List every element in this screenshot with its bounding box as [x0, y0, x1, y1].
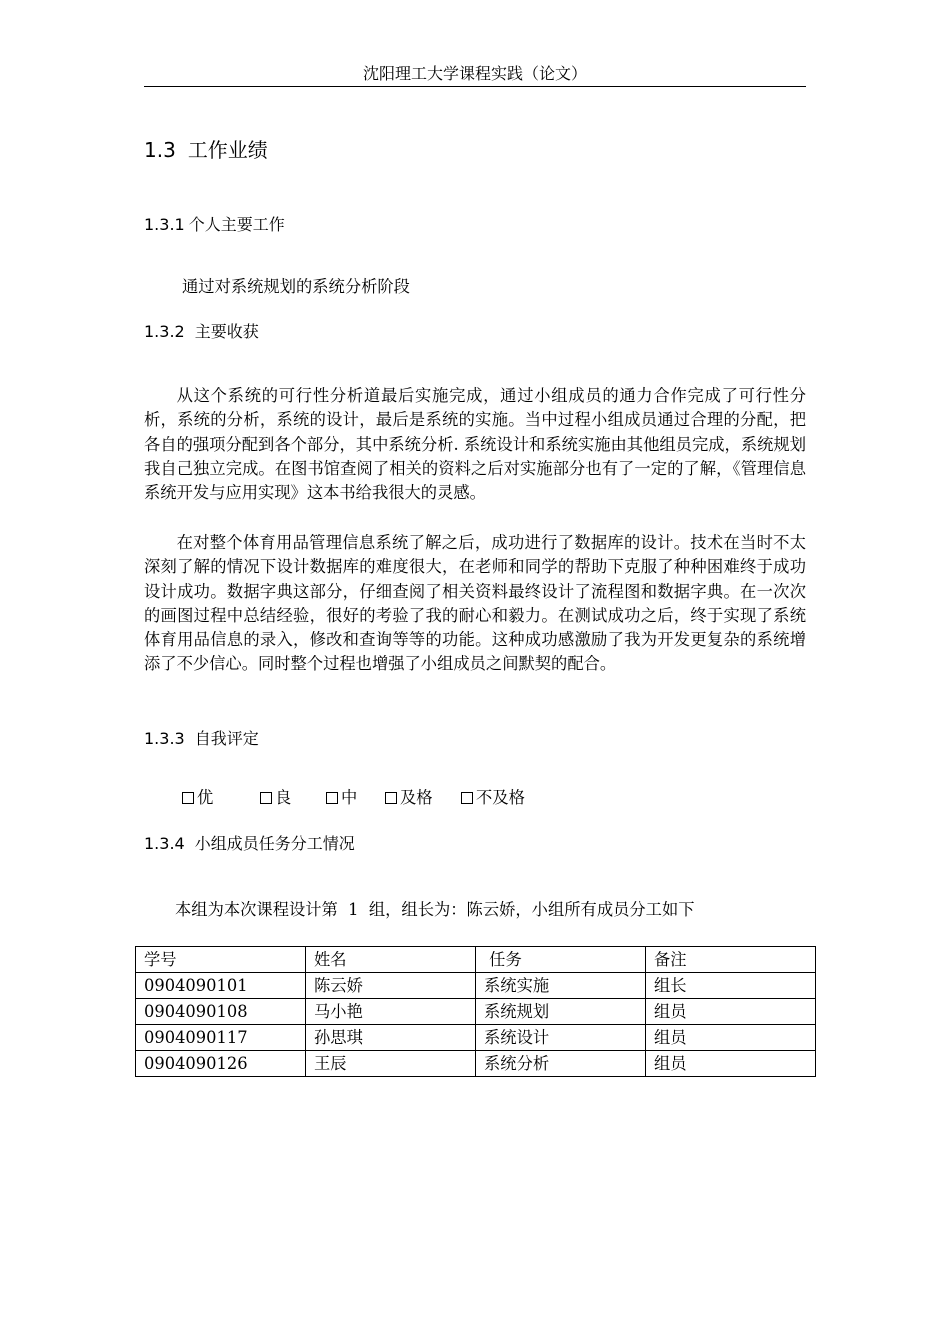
- subsection-heading-2: [144, 321, 259, 343]
- rating-label: 中: [341, 788, 358, 807]
- page-header: [144, 64, 806, 87]
- cell-task: 系统分析: [476, 1051, 646, 1077]
- cell-student-id: 0904090108: [136, 999, 306, 1025]
- rating-label: 良: [275, 788, 292, 807]
- table-header-row: [136, 947, 816, 973]
- member-task-table: [135, 946, 816, 1077]
- cell-name: 马小艳: [306, 999, 476, 1025]
- header-note: 备注: [646, 947, 816, 973]
- cell-student-id: 0904090126: [136, 1051, 306, 1077]
- cell-note: 组员: [646, 999, 816, 1025]
- header-task: 任务: [476, 947, 646, 973]
- cell-note: 组员: [646, 1025, 816, 1051]
- table-row: [136, 1025, 816, 1051]
- header-name: 姓名: [306, 947, 476, 973]
- subsection-title: 自我评定: [194, 729, 259, 748]
- checkbox-icon[interactable]: [260, 792, 272, 804]
- table-row: [136, 1051, 816, 1077]
- cell-student-id: 0904090101: [136, 973, 306, 999]
- section-number: 1.3: [144, 138, 176, 162]
- subsection-heading-4: [144, 833, 355, 855]
- header-title: 沈阳理工大学课程实践（论文）: [362, 64, 587, 83]
- cell-student-id: 0904090117: [136, 1025, 306, 1051]
- cell-name: 王辰: [306, 1051, 476, 1077]
- table-row: [136, 973, 816, 999]
- rating-option-excellent[interactable]: [182, 786, 260, 810]
- checkbox-icon[interactable]: [385, 792, 397, 804]
- rating-option-medium[interactable]: [326, 786, 385, 810]
- checkbox-icon[interactable]: [461, 792, 473, 804]
- section-title: 工作业绩: [187, 138, 268, 162]
- subsection-title: 个人主要工作: [188, 215, 285, 234]
- self-rating-options: [182, 786, 525, 810]
- subsection-heading-3: [144, 728, 259, 750]
- rating-label: 优: [197, 788, 214, 807]
- cell-note: 组员: [646, 1051, 816, 1077]
- rating-label: 不及格: [476, 788, 525, 807]
- rating-option-fail[interactable]: [461, 786, 525, 810]
- gains-paragraph-2: 在对整个体育用品管理信息系统了解之后，成功进行了数据库的设计。技术在当时不太深刻了解的情况下设计数据库的难度很大，在老师和同学的帮助下克服了种种困难终于成功设计成功。数据字典这部分，仔细查阅了相关资料最终设计了流程图和数据字典。在一次次的画图过程中总结经验，很好的考验了我的耐心和毅力。在测试成功之后，终于实现了系统体育用品信息的录入，修改和查询等等的功能。这种成功感激励了我为开发更复杂的系统增添了不少信心。同时整个过程也增强了小组成员之间默契的配合。: [144, 533, 806, 674]
- gains-paragraph-1: 从这个系统的可行性分析道最后实施完成，通过小组成员的通力合作完成了可行性分析，系统的分析，系统的设计，最后是系统的实施。当中过程小组成员通过合理的分配，把各自的强项分配到各个部分，其中系统分析. 系统设计和系统实施由其他组员完成，系统规划我自己独立完成。在图书馆查阅了相关的资料之后对实施部分也有了一定的了解，《管理信息系统开发与应用实现》这本书给我很大的灵感。: [144, 386, 806, 503]
- checkbox-icon[interactable]: [326, 792, 338, 804]
- table-row: [136, 999, 816, 1025]
- cell-task: 系统规划: [476, 999, 646, 1025]
- cell-task: 系统设计: [476, 1025, 646, 1051]
- subsection-number: 1.3.2: [144, 322, 185, 341]
- rating-label: 及格: [400, 788, 433, 807]
- subsection-number: 1.3.4: [144, 834, 185, 853]
- cell-name: 孙思琪: [306, 1025, 476, 1051]
- personal-work-text: 通过对系统规划的系统分析阶段: [182, 277, 410, 296]
- subsection-number: 1.3.3: [144, 729, 185, 748]
- rating-option-good[interactable]: [260, 786, 326, 810]
- rating-option-pass[interactable]: [385, 786, 461, 810]
- checkbox-icon[interactable]: [182, 792, 194, 804]
- subsection-title: 主要收获: [194, 322, 259, 341]
- header-student-id: 学号: [136, 947, 306, 973]
- cell-name: 陈云娇: [306, 973, 476, 999]
- subsection-number: 1.3.1: [144, 215, 185, 234]
- section-heading: [144, 137, 268, 163]
- group-intro: 本组为本次课程设计第 1 组，组长为：陈云娇，小组所有成员分工如下: [175, 900, 695, 919]
- cell-note: 组长: [646, 973, 816, 999]
- cell-task: 系统实施: [476, 973, 646, 999]
- subsection-title: 小组成员任务分工情况: [194, 834, 355, 853]
- subsection-heading-1: [144, 214, 285, 236]
